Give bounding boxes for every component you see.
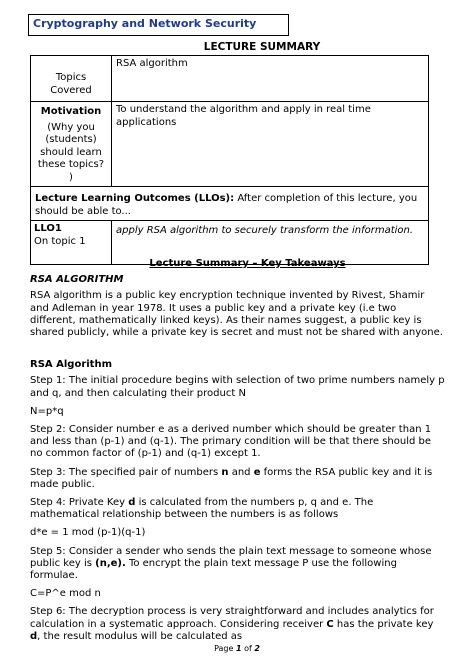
course-title: Cryptography and Network Security xyxy=(28,14,289,36)
llo-cell xyxy=(31,187,429,221)
step3 xyxy=(30,467,445,491)
topics-value: RSA algorithm xyxy=(112,56,429,102)
step6-text: Step 6: The decryption process is very straightforward and includes analytics for calculation in a systematic approach. Considering receiver xyxy=(30,606,434,630)
step4-text: Step 4: Private Key xyxy=(30,497,129,509)
intro-paragraph: RSA algorithm is a public key encryption technique invented by Rivest, Shamir and Adleman in year 1978. It uses a public key and a private key (i.e two different, mathematically linked keys). As their names suggest, a public key is shared publicly, while a private key is secret and must not be shared with anyone. xyxy=(30,290,443,339)
page-label: Page xyxy=(214,644,236,653)
topics-label: Topics Covered xyxy=(31,56,112,102)
equation-n: N=p*q xyxy=(30,405,64,417)
motivation-title: Motivation xyxy=(40,106,102,117)
llo1-value: apply RSA algorithm to securely transform the information. xyxy=(112,221,429,265)
step4-d: d xyxy=(128,497,136,509)
step2: Step 2: Consider number e as a derived number which should be greater than 1 and less than (p-1) and (q-1). The primary condition will be that there should be no common factor of (p-1) and (q-1) except 1. xyxy=(30,424,432,460)
page-footer xyxy=(0,644,474,654)
equation-d: d*e = 1 mod (p-1)(q-1) xyxy=(30,527,146,539)
motivation-row xyxy=(31,102,429,187)
page-total: 2 xyxy=(254,644,260,653)
lecture-summary-heading: LECTURE SUMMARY xyxy=(203,41,321,53)
page-current: 1 xyxy=(235,644,242,653)
llo1-label: LLO1 xyxy=(34,223,62,234)
llo1-subtitle: On topic 1 xyxy=(34,235,86,247)
step4-rest: is calculated from the numbers p, q and e. The mathematical relationship between the numbers is as follows xyxy=(30,497,374,521)
summary-table xyxy=(30,55,429,265)
step6 xyxy=(30,606,445,643)
content-body xyxy=(30,258,445,649)
step3-and: and xyxy=(228,466,254,478)
llo-intro: After completion of this lecture, you should be able to... xyxy=(35,193,418,217)
step6-rest: , the result modulus will be calculated as xyxy=(37,630,243,642)
motivation-value: To understand the algorithm and apply in real time applications xyxy=(112,102,429,187)
rsa-heading: RSA ALGORITHM xyxy=(30,274,124,286)
step6-d: d xyxy=(30,630,38,642)
step6-mid: has the private key xyxy=(333,618,434,630)
equation-c: C=P^e mod n xyxy=(30,588,101,600)
topics-row xyxy=(31,56,429,102)
page-of: of xyxy=(241,644,255,653)
step3-text: Step 3: The specified pair of numbers xyxy=(30,466,222,478)
step3-rest: forms the RSA public key and it is made public. xyxy=(30,466,433,490)
step5-text: Step 5: Consider a sender who sends the plain text message to someone whose public key is xyxy=(30,545,432,569)
step5-rest: To encrypt the plain text message P use the following formulae. xyxy=(30,557,397,582)
step5 xyxy=(30,546,445,583)
step6-c: C xyxy=(326,618,334,630)
spacer xyxy=(30,345,445,359)
motivation-label-cell xyxy=(31,102,112,187)
llo-row xyxy=(31,187,429,221)
takeaways-title: Lecture Summary – Key Takeaways xyxy=(149,258,346,269)
step3-e: e xyxy=(253,466,261,478)
step1: Step 1: The initial procedure begins with selection of two prime numbers namely p and q, and then calculating their product N xyxy=(30,375,445,399)
llo-title: Lecture Learning Outcomes (LLOs): xyxy=(35,193,235,204)
step4 xyxy=(30,497,445,521)
step5-ne: (n,e). xyxy=(95,557,126,569)
algo-heading: RSA Algorithm xyxy=(30,359,112,371)
motivation-subtitle: (Why you (students) should learn these topics? ) xyxy=(37,121,105,183)
step3-n: n xyxy=(221,466,229,478)
